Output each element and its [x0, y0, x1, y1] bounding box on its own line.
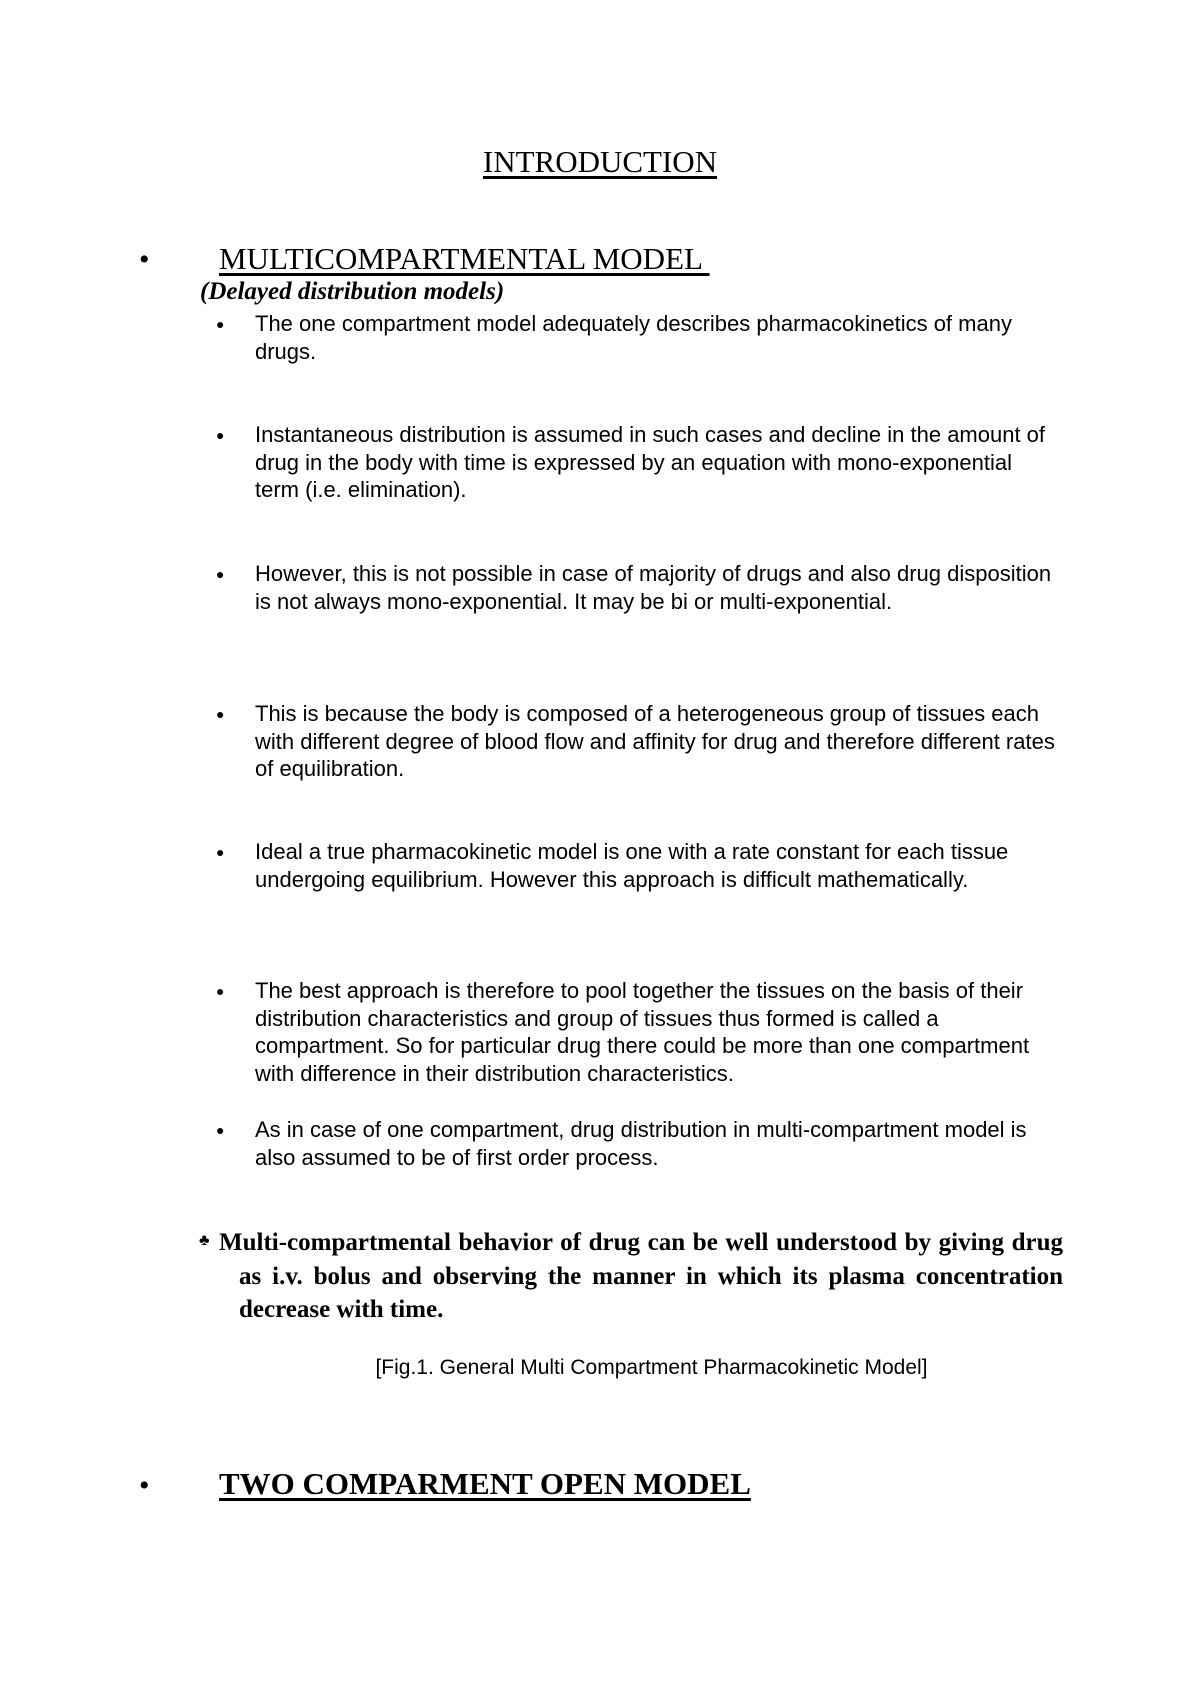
club-icon: ♣: [199, 1232, 210, 1249]
bullet-dot: ●: [216, 844, 225, 860]
section2-bullet: •: [139, 1469, 150, 1502]
bullet-dot: ●: [216, 427, 225, 443]
list-item: As in case of one compartment, drug distribution in multi-compartment model is also assumed to be of first order process.: [255, 1117, 1027, 1170]
list-item: This is because the body is composed of a heterogeneous group of tissues each with different degree of blood flow and affinity for drug and therefore different rates of equilibration.: [255, 701, 1055, 782]
list-item: However, this is not possible in case of majority of drugs and also drug disposition is not always mono-exponential. It may be bi or multi-exponential.: [255, 561, 1052, 614]
bullet-dot: ●: [216, 566, 225, 582]
list-item: The one compartment model adequately describes pharmacokinetics of many drugs.: [255, 311, 1012, 364]
figure-caption: [Fig.1. General Multi Compartment Pharmacokinetic Model]: [375, 1356, 928, 1379]
section1-bullet: •: [139, 243, 150, 276]
list-item: Ideal a true pharmacokinetic model is one with a rate constant for each tissue undergoing equilibrium. However this approach is difficult mathematically.: [255, 839, 1009, 892]
bullet-dot: ●: [216, 316, 225, 332]
note-paragraph: [219, 1226, 1063, 1327]
note-text: Multi-compartmental behavior of drug can be well understood by giving drug as i.v. bolus and observing the manner in which its plasma concentration decrease with time.: [219, 1229, 1063, 1323]
list-item: The best approach is therefore to pool together the tissues on the basis of their distribution characteristics and group of tissues thus formed is called a compartment. So for particular drug there could be more than one compartment with difference in their distribution characteristics.: [255, 978, 1030, 1086]
section2-heading: TWO COMPARMENT OPEN MODEL: [219, 1466, 751, 1501]
list-item: Instantaneous distribution is assumed in such cases and decline in the amount of drug in the body with time is expressed by an equation with mono-exponential term (i.e. elimination).: [255, 422, 1046, 503]
section1-heading: MULTICOMPARTMENTAL MODEL: [219, 241, 710, 276]
section1-subtitle: (Delayed distribution models): [200, 278, 505, 305]
page-title: INTRODUCTION: [482, 144, 718, 179]
bullet-dot: ●: [216, 1122, 225, 1138]
bullet-dot: ●: [216, 983, 225, 999]
bullet-dot: ●: [216, 706, 225, 722]
